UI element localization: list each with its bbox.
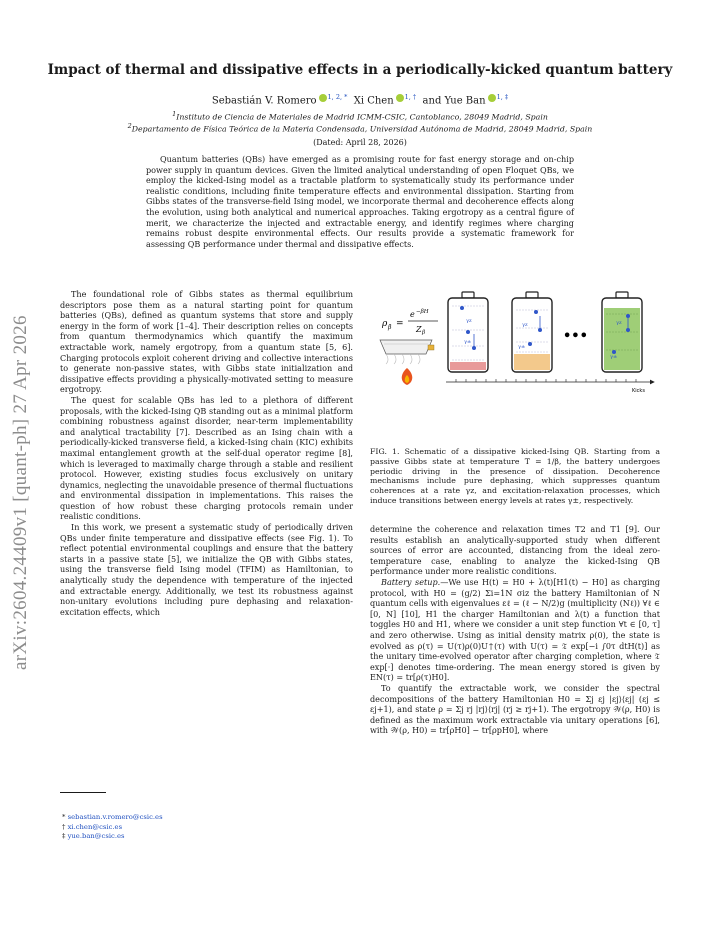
denominator-subscript: β (422, 330, 426, 336)
ellipsis: ••• (563, 329, 588, 344)
left-column (60, 289, 353, 617)
right-column (370, 524, 660, 736)
figure-1 (370, 282, 660, 422)
gamma-z-label: γz (466, 318, 472, 324)
footnote-rule (60, 792, 106, 793)
footnote-mark: ‡ (62, 832, 66, 840)
author-affiliation-mark[interactable]: 1, ‡ (496, 93, 509, 101)
email-link[interactable]: yue.ban@csic.es (67, 832, 125, 840)
arxiv-id: arXiv:2604.24409v1 [quant-ph] 27 Apr 2026 (10, 315, 31, 670)
paragraph-text: —We use H(t) = H0 + λ(t)[H1(t) − H0] as charging protocol, with H0 = (g/2) Σi=1N σiz the battery Hamiltonian of N quantum cells with eigenvalues εℓ = (ℓ − N/2)g (multiplicity (Nℓ)) ∀ℓ ∈ [0, N] [10], H1 the charger Hamiltonian and λ(t) a function that toggles H0 and H1, where we consider a unit step function ∀t ∈ [0, τ] and zero otherwise. Using as initial density matrix ρ(0), the state is evolved as ρ(τ) = U(τ)ρ(0)U†(τ) with U(τ) = 𝔗 exp[−i ∫0τ dtH(t)] as the unitary time-evolved operator after charging completion, where 𝔗 exp[·] denotes time-ordering. The mean energy stored is given by EN(τ) = tr[ρ(τ)H0]. (370, 576, 661, 683)
abstract: Quantum batteries (QBs) have emerged as a promising route for fast energy storage and on-chip power supply in quantum devices. Given the limited analytical understanding of open Floquet QBs, we employ the kicked-Ising model as a tractable platform to systematically study its performance under realistic conditions, including finite temperature effects and environmental dissipation. Starting from Gibbs states of the transverse-field Ising model, we incorporate thermal and decoherence effects along the evolution, using both analytical and numerical approaches. Taking ergotropy as a central figure of merit, we characterize the injected and extractable energy, and identify regimes where charging remains robust despite environmental effects. Our results provide a systematic framework for assessing QB performance under thermal and dissipative effects. (146, 154, 574, 249)
figure-caption: FIG. 1. Schematic of a dissipative kicked-Ising QB. Starting from a passive Gibbs state at temperature T = 1/β, the battery undergoes periodic driving in the presence of dissipation. Decoherence mechanisms include pure dephasing, which suppresses quantum coherences at a rate γz, and excitation-relaxation processes, which induce transitions between energy levels at rates γ±, respectively. (370, 447, 660, 505)
body-paragraph: The quest for scalable QBs has led to a plethora of different proposals, with the kicked-Ising QB standing out as a minimal platform combining robustness against disorder, near-term implementability and analytical tractability [7]. Described as an Ising chain with a periodically-kicked transverse field, a kicked-Ising chain (KIC) exhibits maximal entanglement growth at the self-dual operator regime [8], which is leveraged to maximally charge through a stable and resilient protocol. However, existing studies focus exclusively on unitary dynamics, neglecting the unavoidable presence of thermal fluctuations and environmental dissipation in implementations. This raises the question of how robust these charging protocols remain under realistic conditions. (60, 394, 353, 522)
affiliation-number: 2 (127, 122, 132, 130)
orcid-icon[interactable] (396, 94, 404, 102)
date-line: (Dated: April 28, 2026) (313, 138, 407, 147)
footnote-mark: * (62, 813, 66, 821)
footnote (62, 823, 163, 833)
footnote (62, 813, 163, 823)
battery-cell-2 (512, 292, 552, 372)
numerator: e (410, 310, 415, 319)
equals-sign: = (396, 319, 404, 329)
affiliation-number: 1 (172, 110, 177, 118)
footnotes (62, 813, 163, 842)
hotplate-icon (380, 340, 434, 364)
author-affiliation-mark[interactable]: 1, 2, * (327, 93, 348, 101)
author-name: Yue Ban (444, 95, 486, 107)
author-list: Sebastián V. Romero $^{1, 2, *}$ Xi Chen $^{1, \dagger}$ and Yue Ban $^{1, \ddagger}$ (211, 93, 509, 107)
author-affiliation-mark[interactable]: 1, † (404, 93, 417, 101)
numerator-exponent: −βH (416, 309, 429, 315)
gamma-z-label: γz (522, 322, 528, 328)
affiliation-text: Departamento de Física Teórica de la Materia Condensada, Universidad Autónoma de Madrid, 28049 Madrid, Spain (131, 124, 593, 134)
orcid-icon[interactable] (319, 94, 327, 102)
section-heading: Battery setup. (381, 576, 441, 587)
author-name: Sebastián V. Romero (211, 95, 317, 107)
author-name: Xi Chen (353, 95, 394, 107)
battery-cell-1 (448, 292, 488, 372)
affiliation (0, 110, 720, 122)
gamma-pm-label: γ± (518, 344, 526, 350)
battery-cell-3 (602, 292, 642, 372)
denominator: Z (416, 325, 422, 334)
paper-title: Impact of thermal and dissipative effects in a periodically-kicked quantum battery (47, 62, 673, 78)
body-paragraph: In this work, we present a systematic study of periodically driven QBs under finite temperature and dissipative effects (see Fig. 1). To reflect potential environmental couplings and ensure that the battery starts in a passive state [5], we initialize the QB with Gibbs states, using the transverse field Ising model (TFIM) as Hamiltonian, to analytically study the dependence with temperature of the injected and extractable energy. Additionally, we test its robustness against non-unitary evolutions including pure dephasing and relaxation-excitation effects, which (60, 522, 353, 617)
rho-symbol: ρ (382, 319, 388, 329)
footnote (62, 832, 163, 842)
affiliation-text: Instituto de Ciencia de Materiales de Madrid ICMM-CSIC, Cantoblanco, 28049 Madrid, Spain (176, 112, 548, 122)
footnote-mark: † (62, 822, 66, 831)
body-paragraph: The foundational role of Gibbs states as thermal equilibrium descriptors pose them as a natural starting point for quantum batteries (QBs), defined as quantum systems that store and supply energy in the form of work [1–4]. Their description relies on concepts from quantum thermodynamics which quantify the maximum extractable work, namely ergotropy, from a quantum state [5, 6]. Charging protocols exploit coherent driving and collective interactions to generate non-passive states, with Gibbs state initialization and dissipative effects providing a physically-motivated setting to measure ergotropy. (60, 289, 353, 395)
gamma-pm-label: γ± (610, 354, 618, 360)
email-link[interactable]: xi.chen@csic.es (67, 822, 123, 831)
gamma-z-label: γz (616, 320, 622, 326)
kicks-label: Kicks (632, 388, 645, 394)
affiliation (0, 122, 720, 134)
email-link[interactable]: sebastian.v.romero@csic.es (67, 813, 163, 821)
body-paragraph (370, 577, 660, 683)
body-paragraph: determine the coherence and relaxation times T2 and T1 [9]. Our results establish an analytically-supported study when different sources of error are accounted, distancing from the ideal zero-temperature case, enabling to analyze the kicked-Ising QB performance under more realistic conditions. (370, 524, 660, 577)
arxiv-watermark (4, 200, 34, 670)
rho-subscript: β (388, 324, 392, 331)
body-paragraph: To quantify the extractable work, we consider the spectral decompositions of the battery Hamiltonian H0 = Σj εj |εj⟩⟨εj| (εj ≤ εj+1), and state ρ = Σj rj |rj⟩⟨rj| (rj ≥ rj+1). The ergotropy 𝒲(ρ, H0) is defined as the maximum work extractable via unitary operations [6], with 𝒲(ρ, H0) = tr[ρH0] − tr[ρpH0], where (370, 682, 660, 736)
battery-schematic (370, 282, 660, 422)
orcid-icon[interactable] (488, 94, 496, 102)
gamma-pm-label: γ± (464, 339, 472, 345)
kick-ticks (456, 379, 636, 382)
flame-icon (402, 368, 413, 385)
